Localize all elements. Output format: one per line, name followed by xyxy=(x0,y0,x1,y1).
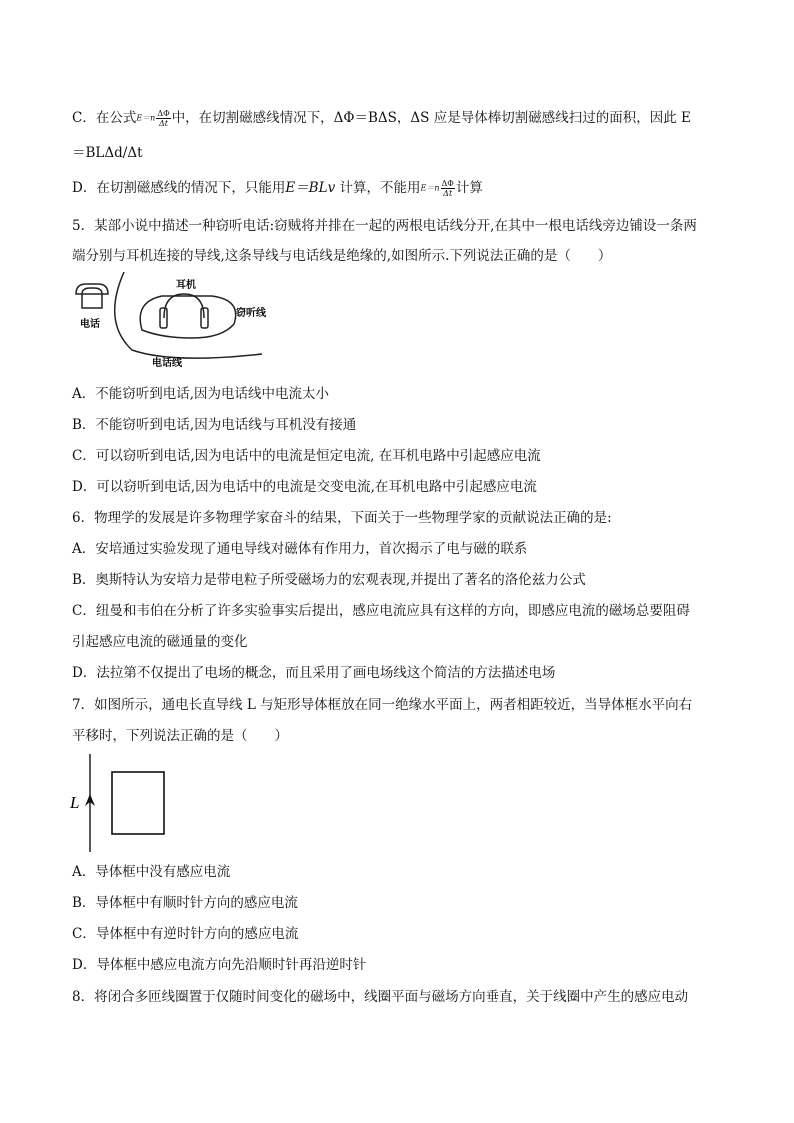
q5-option-b: B．不能窃听到电话,因为电话线与耳机没有接通 xyxy=(72,417,357,433)
q7-option-b: B．导体框中有顺时针方向的感应电流 xyxy=(72,895,298,911)
formula-fraction: $\frac{\Delta\Phi}{\Delta t}$ xyxy=(157,109,170,128)
wire-label: L xyxy=(70,793,80,812)
wiretap-figure xyxy=(72,272,282,372)
q6-option-c-line1: C．纽曼和韦伯在分析了许多实验事实后提出，感应电流应具有这样的方向，即感应电流的磁场总要阻碍 xyxy=(72,603,690,619)
earphone-label: 耳机 xyxy=(176,280,196,291)
tap-wire xyxy=(140,296,235,338)
q7-stem-line2: 平移时，下列说法正确的是（ ） xyxy=(72,728,288,744)
q5-option-a: A．不能窃听到电话,因为电话线中电流太小 xyxy=(72,386,330,402)
q4-option-d: D．在切割磁感线的情况下，只能用E＝BLv 计算，不能用E＝n $\frac{\Delta\Phi}{\Delta t}$ 计算 xyxy=(72,179,483,198)
q5-option-c: C．可以窃听到电话,因为电话中的电流是恒定电流, 在耳机电路中引起感应电流 xyxy=(72,448,541,464)
earphone-icon xyxy=(160,294,208,328)
q4-option-c-line1: C．在公式E＝n $\frac{\Delta\Phi}{\Delta t}$ 中，在切割磁感线情况下，ΔΦ＝BΔS，ΔS 应是导体棒切割磁感线扫过的面积，因此 E xyxy=(72,109,691,128)
formula-lhs: E＝n xyxy=(136,113,156,123)
q7-option-c: C．导体框中有逆时针方向的感应电流 xyxy=(72,926,299,942)
q5-option-d: D．可以窃听到电话,因为电话中的电流是交变电流,在耳机电路中引起感应电流 xyxy=(72,479,537,495)
q7-option-a: A．导体框中没有感应电流 xyxy=(72,864,231,880)
q6-stem: 6．物理学的发展是许多物理学家奋斗的结果，下面关于一些物理学家的贡献说法正确的是: xyxy=(72,510,612,526)
q7-option-d: D．导体框中感应电流方向先沿顺时针再沿逆时针 xyxy=(72,957,367,973)
q6-option-b: B．奥斯特认为安培力是带电粒子所受磁场力的宏观表现,并提出了著名的洛伦兹力公式 xyxy=(72,572,586,588)
q6-option-d: D．法拉第不仅提出了电场的概念，而且采用了画电场线这个简洁的方法描述电场 xyxy=(72,665,556,681)
q4-option-c-line2: ＝BLΔd/Δt xyxy=(72,145,143,161)
q5-stem-line2: 端分别与耳机连接的导线,这条导线与电话线是绝缘的,如图所示.下列说法正确的是（ ） xyxy=(72,248,612,264)
rectangular-frame xyxy=(112,772,164,834)
q7-stem-line1: 7．如图所示，通电长直导线 L 与矩形导体框放在同一绝缘水平面上，两者相距较近，当导体框水平向右 xyxy=(72,697,693,713)
telephone-icon xyxy=(76,284,108,308)
wire-loop-figure xyxy=(66,752,176,856)
q5-stem-line1: 5．某部小说中描述一种窃听电话:窃贼将并排在一起的两根电话线分开,在其中一根电话线旁边铺设一条两 xyxy=(72,218,697,234)
tap-label: 窃听线 xyxy=(236,308,266,319)
formula-fraction: $\frac{\Delta\Phi}{\Delta t}$ xyxy=(441,179,454,198)
q8-stem-line1: 8．将闭合多匝线圈置于仅随时间变化的磁场中，线圈平面与磁场方向垂直，关于线圈中产生的感应电动 xyxy=(72,989,689,1005)
q6-option-c-line2: 引起感应电流的磁通量的变化 xyxy=(72,634,248,650)
q6-option-a: A．安培通过实验发现了通电导线对磁体有作用力，首次揭示了电与磁的联系 xyxy=(72,541,528,557)
line-label: 电话线 xyxy=(152,358,182,369)
phone-label: 电话 xyxy=(80,319,100,330)
